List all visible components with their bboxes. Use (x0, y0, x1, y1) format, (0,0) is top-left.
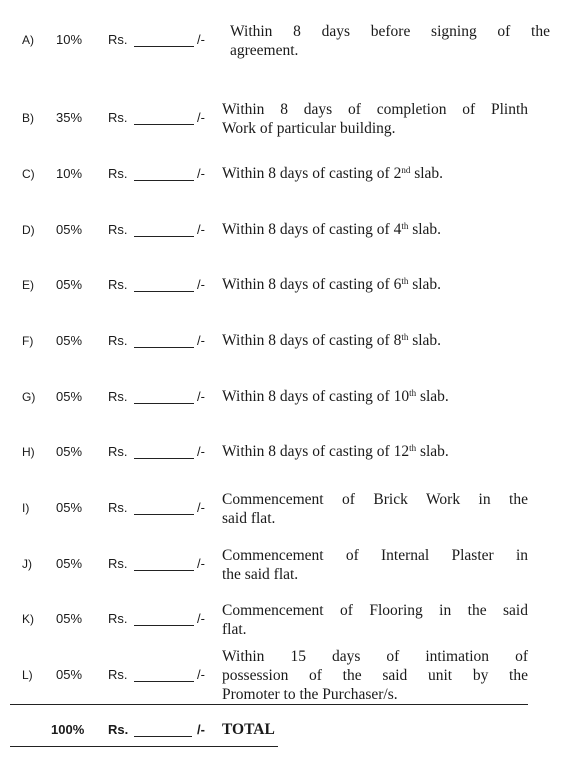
installment-suffix: /- (197, 222, 205, 237)
installment-rs-label: Rs. (108, 556, 128, 571)
installment-percent: 10% (56, 32, 83, 47)
installment-rs-label: Rs. (108, 277, 128, 292)
installment-suffix: /- (197, 277, 205, 292)
installment-percent: 05% (56, 277, 83, 292)
installment-rs-label: Rs. (108, 667, 128, 682)
installment-suffix: /- (197, 444, 205, 459)
installment-letter: F) (22, 334, 34, 348)
installment-letter: L) (22, 668, 33, 682)
installment-percent: 05% (56, 222, 83, 237)
installment-rs-label: Rs. (108, 110, 128, 125)
installment-suffix: /- (197, 611, 205, 626)
installment-rs-label: Rs. (108, 222, 128, 237)
installment-suffix: /- (197, 389, 205, 404)
total-percent: 100% (51, 722, 85, 737)
installment-description: Within 8 days of casting of 4th slab. (222, 221, 442, 238)
amount-blank-line (134, 570, 194, 571)
installment-rs-label: Rs. (108, 500, 128, 515)
installment-letter: B) (22, 111, 34, 125)
installment-percent: 10% (56, 166, 83, 181)
installment-description: Within 8 days of completion of Plinth Work of particular building. (222, 101, 528, 137)
installment-suffix: /- (197, 556, 205, 571)
installment-percent: 05% (56, 333, 83, 348)
total-suffix: /- (197, 722, 205, 737)
amount-blank-line (134, 124, 194, 125)
installment-suffix: /- (197, 110, 205, 125)
installment-letter: A) (22, 33, 34, 47)
amount-blank-line (134, 291, 194, 292)
installment-percent: 05% (56, 556, 83, 571)
installment-letter: I) (22, 501, 30, 515)
installment-description: Within 8 days of casting of 12th slab. (222, 443, 449, 460)
installment-letter: C) (22, 167, 35, 181)
installment-percent: 05% (56, 389, 83, 404)
total-label: TOTAL (222, 721, 275, 738)
installment-suffix: /- (197, 32, 205, 47)
amount-blank-line (134, 681, 194, 682)
separator-rule-lower (10, 746, 278, 747)
installment-rs-label: Rs. (108, 444, 128, 459)
separator-rule-upper (10, 704, 528, 705)
installment-description: Commencement of Flooring in the said flat. (222, 602, 528, 638)
installment-suffix: /- (197, 500, 205, 515)
installment-rs-label: Rs. (108, 166, 128, 181)
installment-description: Commencement of Brick Work in the said flat. (222, 491, 528, 527)
amount-blank-line (134, 403, 194, 404)
amount-blank-line (134, 180, 194, 181)
installment-letter: H) (22, 445, 35, 459)
installment-percent: 05% (56, 500, 83, 515)
installment-suffix: /- (197, 333, 205, 348)
installment-description: Commencement of Internal Plaster in the said flat. (222, 547, 528, 583)
amount-blank-line (134, 625, 194, 626)
installment-description: Within 8 days of casting of 2nd slab. (222, 165, 444, 182)
installment-percent: 35% (56, 110, 83, 125)
amount-blank-line (134, 236, 194, 237)
installment-percent: 05% (56, 667, 83, 682)
installment-letter: E) (22, 278, 34, 292)
amount-blank-line (134, 347, 194, 348)
amount-blank-line (134, 514, 194, 515)
installment-description: Within 8 days of casting of 6th slab. (222, 276, 442, 293)
installment-letter: J) (22, 557, 32, 571)
installment-letter: D) (22, 223, 35, 237)
installment-description: Within 15 days of intimation of possession of the said unit by the Promoter to the Purchaser/s. (222, 648, 528, 703)
installment-letter: G) (22, 390, 36, 404)
installment-suffix: /- (197, 166, 205, 181)
installment-percent: 05% (56, 444, 83, 459)
installment-description: Within 8 days of casting of 10th slab. (222, 388, 449, 405)
installment-rs-label: Rs. (108, 32, 128, 47)
amount-blank-line (134, 46, 194, 47)
installment-letter: K) (22, 612, 34, 626)
installment-percent: 05% (56, 611, 83, 626)
total-amount-blank-line (134, 736, 192, 737)
amount-blank-line (134, 458, 194, 459)
installment-rs-label: Rs. (108, 389, 128, 404)
installment-rs-label: Rs. (108, 333, 128, 348)
installment-description: Within 8 days of casting of 8th slab. (222, 332, 442, 349)
installment-rs-label: Rs. (108, 611, 128, 626)
installment-description: Within 8 days before signing of the agreement. (230, 23, 550, 59)
total-rs-label: Rs. (108, 722, 129, 737)
installment-suffix: /- (197, 667, 205, 682)
